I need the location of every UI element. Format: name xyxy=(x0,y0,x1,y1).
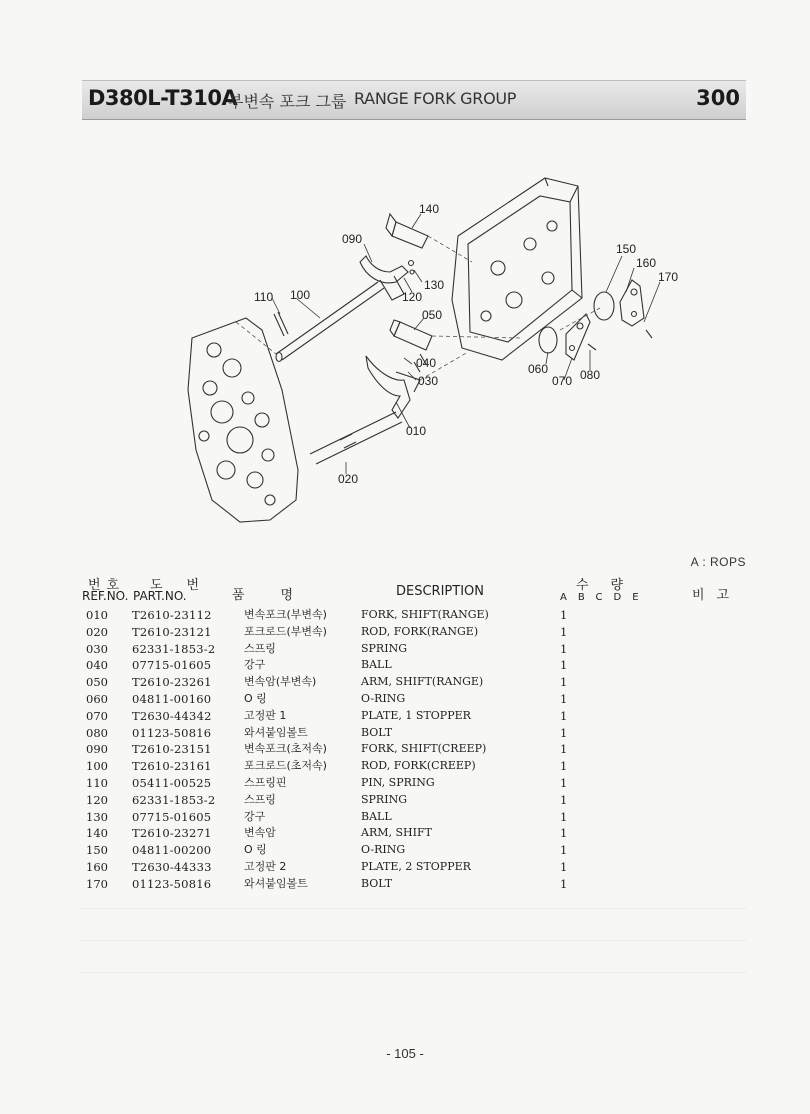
table-row xyxy=(80,842,746,859)
table-row xyxy=(80,725,746,742)
table-row xyxy=(80,876,746,893)
callout-080: 080 xyxy=(580,368,601,382)
part-number: T2610-23121 xyxy=(132,624,212,639)
ref-number: 090 xyxy=(86,742,108,757)
quantity-a: 1 xyxy=(560,624,568,639)
quantity-a: 1 xyxy=(560,876,568,891)
part-description: SPRING xyxy=(361,641,407,655)
part-description: O-RING xyxy=(361,843,406,857)
table-row xyxy=(80,825,746,842)
header-name-korean: 품명 xyxy=(232,588,330,603)
rops-note: A : ROPS xyxy=(690,555,746,569)
header-part-english: PART.NO. xyxy=(133,589,187,603)
part-name-korean: 강구 xyxy=(244,809,266,823)
ref-number: 140 xyxy=(86,826,108,841)
callout-020: 020 xyxy=(338,472,359,486)
shift-arm xyxy=(392,222,428,248)
part-description: BOLT xyxy=(361,876,393,890)
ref-number: 040 xyxy=(86,658,108,673)
parts-table-header xyxy=(80,574,746,608)
ref-number: 170 xyxy=(86,876,108,891)
model-title: D380L-T310A xyxy=(88,86,238,110)
header-quantity-columns: ABCDE xyxy=(560,592,650,603)
ref-number: 160 xyxy=(86,859,108,874)
part-description: O-RING xyxy=(361,691,406,705)
part-name-korean: 변속암 xyxy=(244,826,276,840)
part-description: FORK, SHIFT(RANGE) xyxy=(361,608,489,621)
fork-rod-range xyxy=(310,412,402,464)
callout-130: 130 xyxy=(424,278,445,292)
cover-plate xyxy=(188,318,298,522)
part-number: T2610-23271 xyxy=(132,826,212,841)
callout-100: 100 xyxy=(290,288,311,302)
part-description: FORK, SHIFT(CREEP) xyxy=(361,742,487,756)
header-remark-korean: 비고 xyxy=(692,588,742,603)
ref-number: 120 xyxy=(86,792,108,807)
table-row xyxy=(80,674,746,691)
part-number: 62331-1853-2 xyxy=(132,641,216,656)
part-name-korean: O 링 xyxy=(244,843,267,857)
o-ring-small xyxy=(539,327,557,353)
part-name-korean: 스프링 xyxy=(244,792,276,806)
callout-030: 030 xyxy=(418,374,439,388)
header-ref-korean: 번호 xyxy=(88,578,126,593)
quantity-a: 1 xyxy=(560,859,568,874)
table-row xyxy=(80,624,746,641)
header-part-korean: 도번 xyxy=(150,578,224,593)
part-description: ROD, FORK(CREEP) xyxy=(361,759,476,773)
quantity-a: 1 xyxy=(560,658,568,673)
part-description: SPRING xyxy=(361,792,407,806)
part-description: ARM, SHIFT(RANGE) xyxy=(361,675,484,689)
callout-040: 040 xyxy=(416,356,437,370)
part-name-korean: 스프링핀 xyxy=(244,775,287,789)
callout-150: 150 xyxy=(616,242,637,256)
shift-fork-range xyxy=(366,356,410,418)
part-number: 07715-01605 xyxy=(132,658,212,673)
table-row xyxy=(80,657,746,674)
group-title-korean: 부변속 포크 그룹 xyxy=(228,92,347,111)
part-description: BALL xyxy=(361,809,392,823)
callout-060: 060 xyxy=(528,362,549,376)
table-row xyxy=(80,775,746,792)
ref-number: 010 xyxy=(86,608,108,622)
ref-number: 060 xyxy=(86,691,108,706)
callout-050: 050 xyxy=(422,308,443,322)
callout-110: 110 xyxy=(254,290,274,304)
header-description: DESCRIPTION xyxy=(396,584,484,599)
quantity-a: 1 xyxy=(560,691,568,706)
part-number: 04811-00160 xyxy=(132,691,212,706)
callout-070: 070 xyxy=(552,374,573,388)
callout-090: 090 xyxy=(342,232,363,246)
quantity-a: 1 xyxy=(560,708,568,723)
part-number: T2610-23161 xyxy=(132,759,212,774)
part-description: PLATE, 2 STOPPER xyxy=(361,859,471,873)
part-description: PIN, SPRING xyxy=(361,775,435,789)
part-name-korean: 포크로드(초저속) xyxy=(244,759,327,773)
stopper-plate-1 xyxy=(566,314,590,360)
header-ref-english: REF.NO. xyxy=(82,589,129,603)
ref-number: 080 xyxy=(86,725,108,740)
part-description: ROD, FORK(RANGE) xyxy=(361,624,479,638)
o-ring-large xyxy=(594,292,614,320)
table-row xyxy=(80,741,746,758)
quantity-a: 1 xyxy=(560,725,568,740)
ref-number: 030 xyxy=(86,641,108,656)
part-description: BOLT xyxy=(361,725,393,739)
part-number: 01123-50816 xyxy=(132,876,212,891)
part-number: T2630-44342 xyxy=(132,708,212,723)
part-name-korean: 강구 xyxy=(244,658,266,672)
group-title-english: RANGE FORK GROUP xyxy=(354,89,517,108)
part-number: T2630-44333 xyxy=(132,859,212,874)
part-description: ARM, SHIFT xyxy=(361,826,432,840)
ref-number: 070 xyxy=(86,708,108,723)
quantity-a: 1 xyxy=(560,608,568,622)
callout-140: 140 xyxy=(419,202,440,216)
ref-number: 050 xyxy=(86,675,108,690)
table-row xyxy=(80,691,746,708)
part-name-korean: 변속암(부변속) xyxy=(244,675,317,689)
part-number: T2610-23261 xyxy=(132,675,212,690)
stopper-plate-2 xyxy=(620,280,644,326)
table-row xyxy=(80,809,746,826)
part-number: T2610-23112 xyxy=(132,608,212,622)
table-row xyxy=(80,859,746,876)
ref-number: 020 xyxy=(86,624,108,639)
part-number: 01123-50816 xyxy=(132,725,212,740)
part-name-korean: 스프링 xyxy=(244,641,276,655)
quantity-a: 1 xyxy=(560,775,568,790)
part-description: PLATE, 1 STOPPER xyxy=(361,708,471,722)
quantity-a: 1 xyxy=(560,843,568,858)
callout-010: 010 xyxy=(406,424,427,438)
part-name-korean: 포크로드(부변속) xyxy=(244,624,327,638)
page-number: - 105 - xyxy=(386,1046,424,1061)
divider xyxy=(80,972,746,973)
ref-number: 130 xyxy=(86,809,108,824)
quantity-a: 1 xyxy=(560,759,568,774)
table-row xyxy=(80,641,746,658)
divider xyxy=(80,908,746,909)
quantity-a: 1 xyxy=(560,641,568,656)
part-name-korean: 변속포크(부변속) xyxy=(244,608,327,621)
shift-arm-range xyxy=(394,322,432,350)
part-number: T2610-23151 xyxy=(132,742,212,757)
divider xyxy=(80,940,746,941)
part-number: 62331-1853-2 xyxy=(132,792,216,807)
table-row xyxy=(80,607,746,624)
quantity-a: 1 xyxy=(560,675,568,690)
part-name-korean: 변속포크(초저속) xyxy=(244,742,327,756)
shift-fork-creep xyxy=(360,256,408,283)
quantity-a: 1 xyxy=(560,826,568,841)
part-name-korean: O 링 xyxy=(244,691,267,705)
part-name-korean: 와셔붙임볼트 xyxy=(244,876,308,890)
part-number: 07715-01605 xyxy=(132,809,212,824)
part-name-korean: 고정판 2 xyxy=(244,859,287,873)
group-number: 300 xyxy=(696,86,740,110)
parts-table-body xyxy=(80,607,746,893)
ref-number: 110 xyxy=(86,775,108,790)
callout-170: 170 xyxy=(658,270,679,284)
quantity-a: 1 xyxy=(560,742,568,757)
callout-120: 120 xyxy=(402,290,423,304)
table-row xyxy=(80,708,746,725)
table-row xyxy=(80,792,746,809)
ref-number: 150 xyxy=(86,843,108,858)
quantity-a: 1 xyxy=(560,809,568,824)
header-quantity-korean: 수량 xyxy=(576,578,646,593)
part-number: 04811-00200 xyxy=(132,843,212,858)
table-row xyxy=(80,758,746,775)
part-description: BALL xyxy=(361,658,392,672)
ref-number: 100 xyxy=(86,759,108,774)
quantity-a: 1 xyxy=(560,792,568,807)
part-name-korean: 와셔붙임볼트 xyxy=(244,725,308,739)
callout-160: 160 xyxy=(636,256,657,270)
part-number: 05411-00525 xyxy=(132,775,212,790)
part-name-korean: 고정판 1 xyxy=(244,708,287,722)
